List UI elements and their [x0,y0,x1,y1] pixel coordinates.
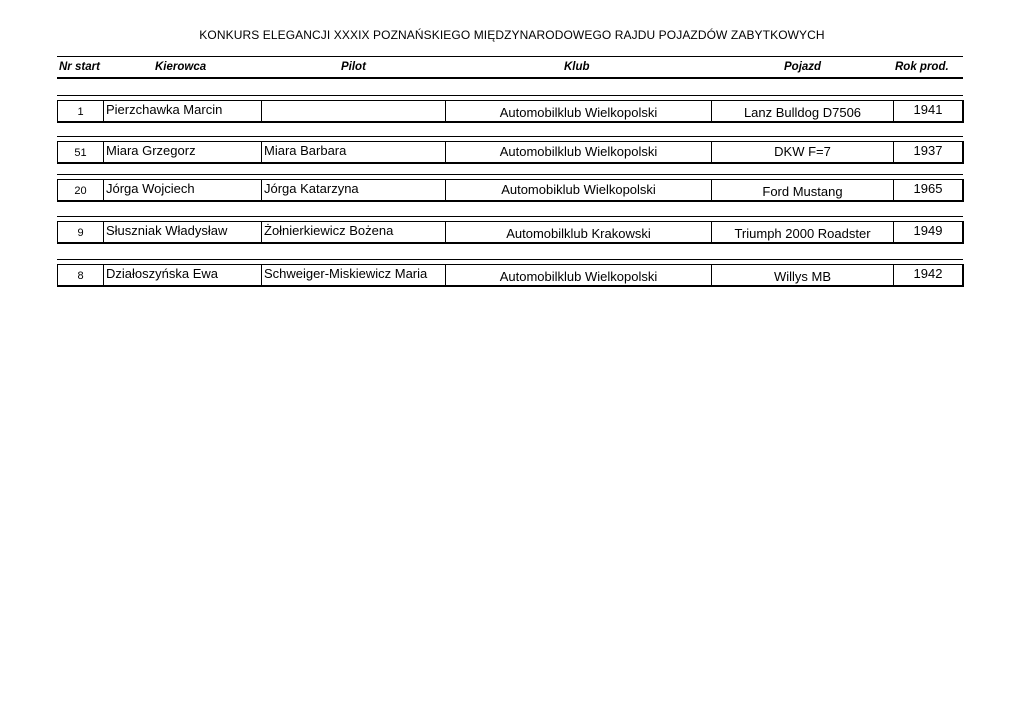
cell-nr-start: 51 [74,147,87,159]
cell-rok-prod: 1949 [893,222,962,242]
cell-pilot: Jórga Katarzyna [261,180,445,200]
cell-rok-prod: 1937 [893,142,962,162]
cell-nr-start: 8 [77,270,84,282]
cell-kierowca: Słuszniak Władysław [103,222,261,242]
table-row [57,221,964,244]
cell-nr-start: 9 [77,227,84,239]
cell-pojazd: Lanz Bulldog D7506 [711,101,893,121]
cell-kierowca: Jórga Wojciech [103,180,261,200]
cell-pojazd: Triumph 2000 Roadster [711,222,893,242]
cell-kierowca: Działoszyńska Ewa [103,265,261,285]
cell-pilot [261,101,445,121]
cell-rok-prod: 1965 [893,180,962,200]
cell-nr-start: 20 [74,185,87,197]
cell-pojazd: Willys MB [711,265,893,285]
table-row [57,264,964,287]
cell-klub: Automobiklub Wielkopolski [445,180,711,200]
table-header [57,56,963,79]
cell-klub: Automobilklub Wielkopolski [445,142,711,162]
cell-rok-prod: 1941 [893,101,962,121]
cell-kierowca: Miara Grzegorz [103,142,261,162]
table-row [57,179,964,202]
header-pojazd: Pojazd [784,61,822,73]
header-kierowca: Kierowca [155,61,207,73]
cell-rok-prod: 1942 [893,265,962,285]
cell-klub: Automobilklub Krakowski [445,222,711,242]
cell-klub: Automobilklub Wielkopolski [445,265,711,285]
page-title: KONKURS ELEGANCJI XXXIX POZNAŃSKIEGO MIĘDZYNARODOWEGO RAJDU POJAZDÓW ZABYTKOWYCH [199,28,825,42]
table-row [57,100,964,123]
header-rok-prod: Rok prod. [895,61,949,73]
header-pilot: Pilot [341,61,366,73]
cell-nr-start: 1 [77,106,84,118]
cell-pilot: Miara Barbara [261,142,445,162]
cell-pilot: Żołnierkiewicz Bożena [261,222,445,242]
table-row [57,141,964,164]
header-nr-start: Nr start [59,61,100,73]
header-klub: Klub [564,61,590,73]
cell-kierowca: Pierzchawka Marcin [103,101,261,121]
cell-pilot: Schweiger-Miskiewicz Maria [261,265,445,285]
cell-klub: Automobilklub Wielkopolski [445,101,711,121]
cell-pojazd: Ford Mustang [711,180,893,200]
cell-pojazd: DKW F=7 [711,142,893,162]
